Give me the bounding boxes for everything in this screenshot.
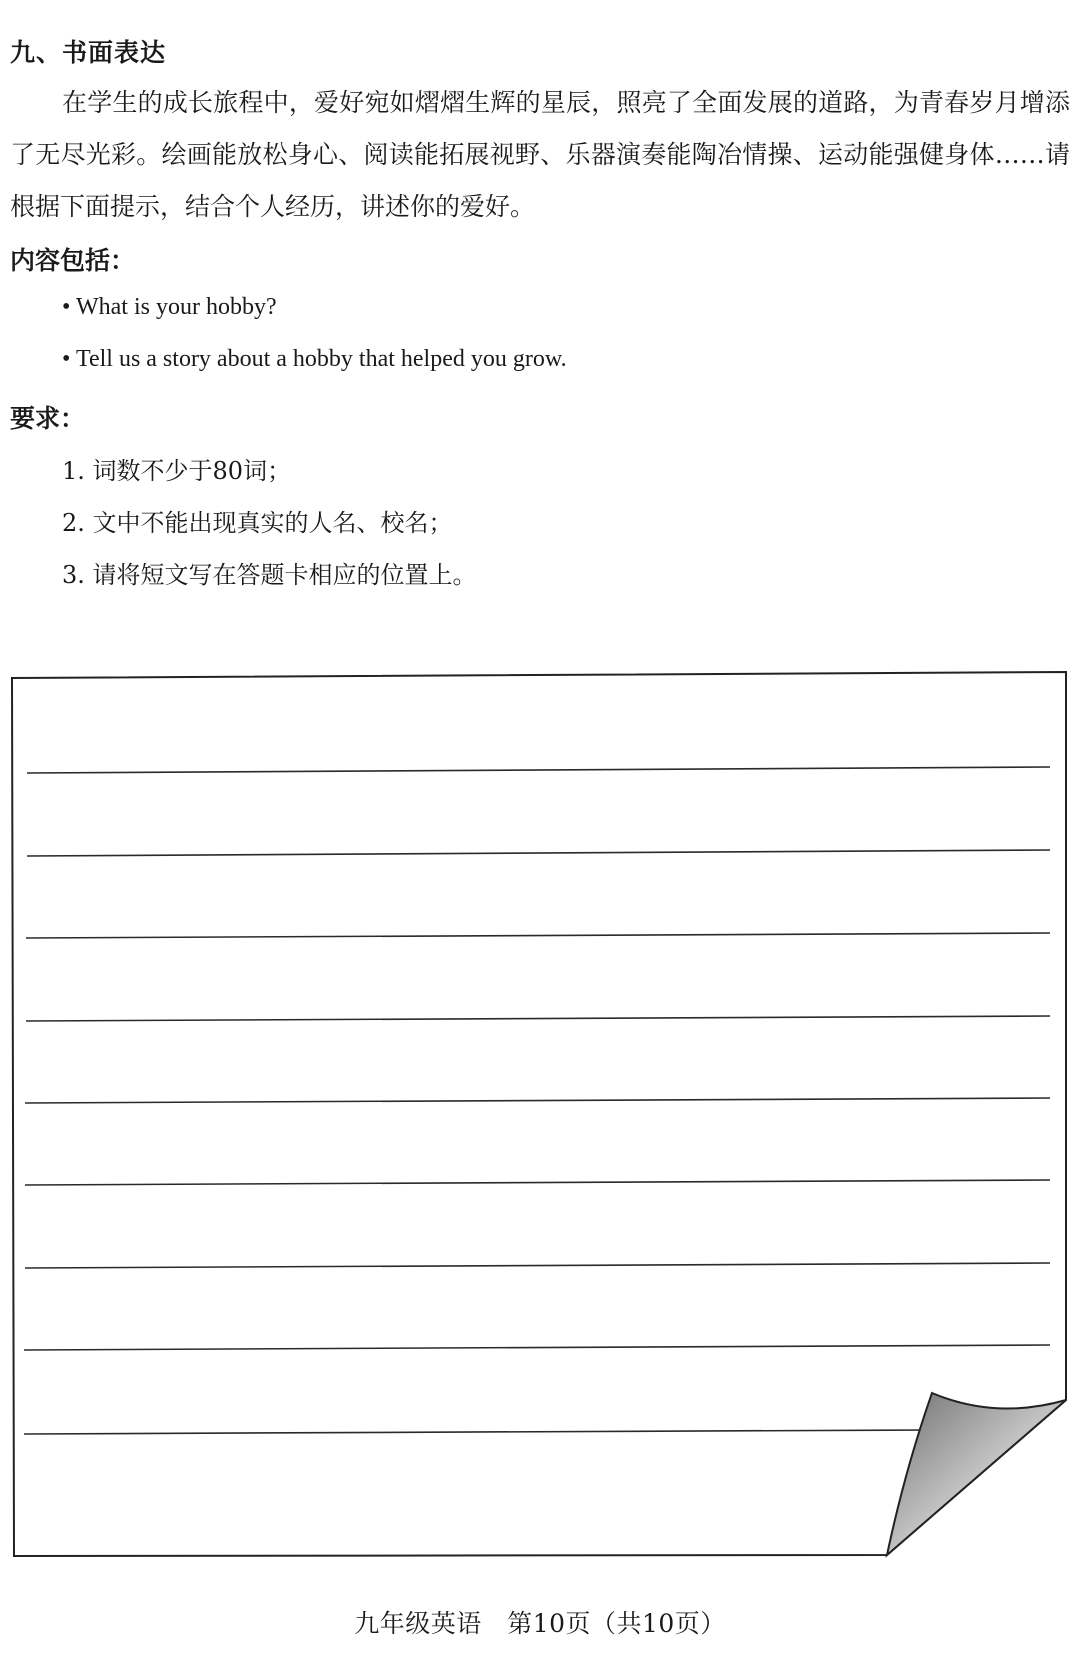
section-title: 九、书面表达	[10, 38, 167, 67]
writing-paper-outline	[12, 672, 1066, 1556]
requirements-label: 要求：	[10, 404, 86, 433]
page-footer: 九年级英语 第10页（共10页）	[354, 1609, 726, 1638]
content-label: 内容包括：	[10, 246, 136, 275]
content-bullet-1: • What is your hobby?	[62, 294, 277, 320]
requirement-item-1: 1. 词数不少于80词；	[62, 457, 292, 485]
intro-paragraph: 在学生的成长旅程中，爱好宛如熠熠生辉的星辰，照亮了全面发展的道路，为青春岁月增添了无尽光彩。绘画能放松身心、阅读能拓展视野、乐器演奏能陶冶情操、运动能强健身体……请根据下面提示，结合个人经历，讲述你的爱好。	[10, 88, 1070, 221]
content-bullet-2: • Tell us a story about a hobby that helped you grow.	[62, 346, 567, 372]
requirement-item-2: 2. 文中不能出现真实的人名、校名；	[62, 509, 453, 537]
requirement-item-3: 3. 请将短文写在答题卡相应的位置上。	[62, 561, 477, 589]
